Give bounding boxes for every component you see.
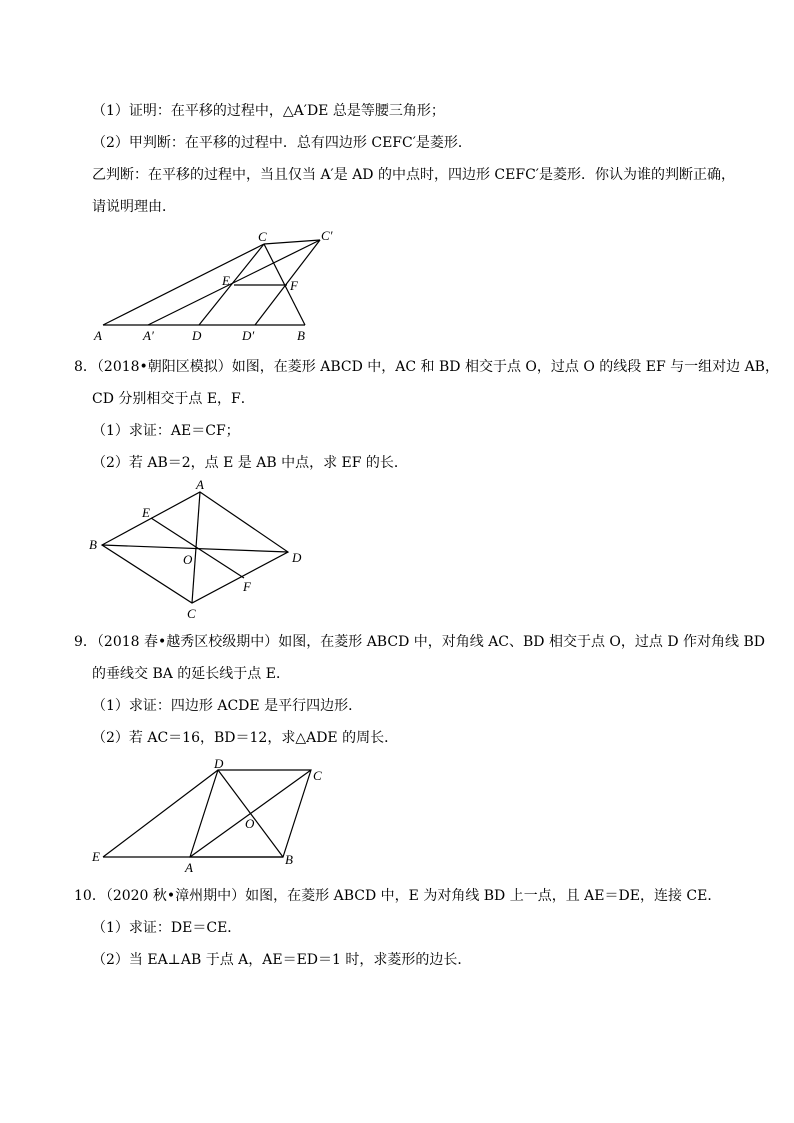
q7-label-C-prime: C′ <box>321 228 333 243</box>
q8-part2: （2）若 AB＝2，点 E 是 AB 中点，求 EF 的长． <box>92 455 408 471</box>
q8-label-E: E <box>142 505 150 520</box>
q7-label-A-prime: A′ <box>143 328 154 343</box>
q10-stem: 10．（2020 秋•漳州期中）如图，在菱形 ABCD 中，E 为对角线 BD 上一点，且 AE＝DE，连接 CE． <box>74 888 722 904</box>
q8-label-B: B <box>89 537 97 552</box>
q8-label-D: D <box>292 550 302 565</box>
q9-label-O: O <box>245 816 255 831</box>
q7-part2: （2）甲判断：在平移的过程中．总有四边形 CEFC′是菱形． <box>92 135 472 151</box>
q8-part1: （1）求证：AE＝CF； <box>92 423 240 439</box>
q9-label-C: C <box>313 768 322 783</box>
q10-part1: （1）求证：DE＝CE． <box>92 920 242 936</box>
q8-label-A: A <box>196 477 204 492</box>
q9-label-A: A <box>185 860 193 875</box>
q7-part3-line2: 请说明理由． <box>92 199 176 215</box>
q10-part2: （2）当 EA⊥AB 于点 A，AE＝ED＝1 时，求菱形的边长． <box>92 952 472 968</box>
q9-label-E: E <box>92 849 100 864</box>
q9-label-D: D <box>214 756 224 771</box>
q7-part1: （1）证明：在平移的过程中，△A′DE 总是等腰三角形； <box>92 103 445 119</box>
q7-label-D: D <box>192 328 202 343</box>
q7-label-F: F <box>290 278 298 293</box>
q8-label-F: F <box>243 579 251 594</box>
q9-part2: （2）若 AC＝16，BD＝12，求△ADE 的周长． <box>92 730 399 746</box>
q7-label-C: C <box>258 229 267 244</box>
q7-part3-line1: 乙判断：在平移的过程中，当且仅当 A′是 AD 的中点时，四边形 CEFC′是菱形．你认为谁的判断正确， <box>92 167 735 183</box>
q8-stem-line1: 8．（2018•朝阳区模拟）如图，在菱形 ABCD 中，AC 和 BD 相交于点 O，过点 O 的线段 EF 与一组对边 AB， <box>74 359 779 375</box>
q7-label-B: B <box>297 328 305 343</box>
q9-diagonal-BD <box>218 770 283 857</box>
q7-label-E: E <box>222 273 230 288</box>
q8-stem-line2: CD 分别相交于点 E，F． <box>92 391 255 407</box>
q9-stem-line2: 的垂线交 BA 的延长线于点 E． <box>92 666 290 682</box>
q8-label-C: C <box>187 606 196 621</box>
q7-label-D-prime: D′ <box>242 328 255 343</box>
q8-label-O: O <box>183 552 193 567</box>
q9-seg-ED <box>103 770 218 857</box>
q9-label-B: B <box>285 852 293 867</box>
q9-stem-line1: 9．（2018 春•越秀区校级期中）如图，在菱形 ABCD 中，对角线 AC、BD 相交于点 O，过点 D 作对角线 BD <box>74 634 765 650</box>
q7-label-A: A <box>94 328 102 343</box>
q9-part1: （1）求证：四边形 ACDE 是平行四边形． <box>92 698 363 714</box>
